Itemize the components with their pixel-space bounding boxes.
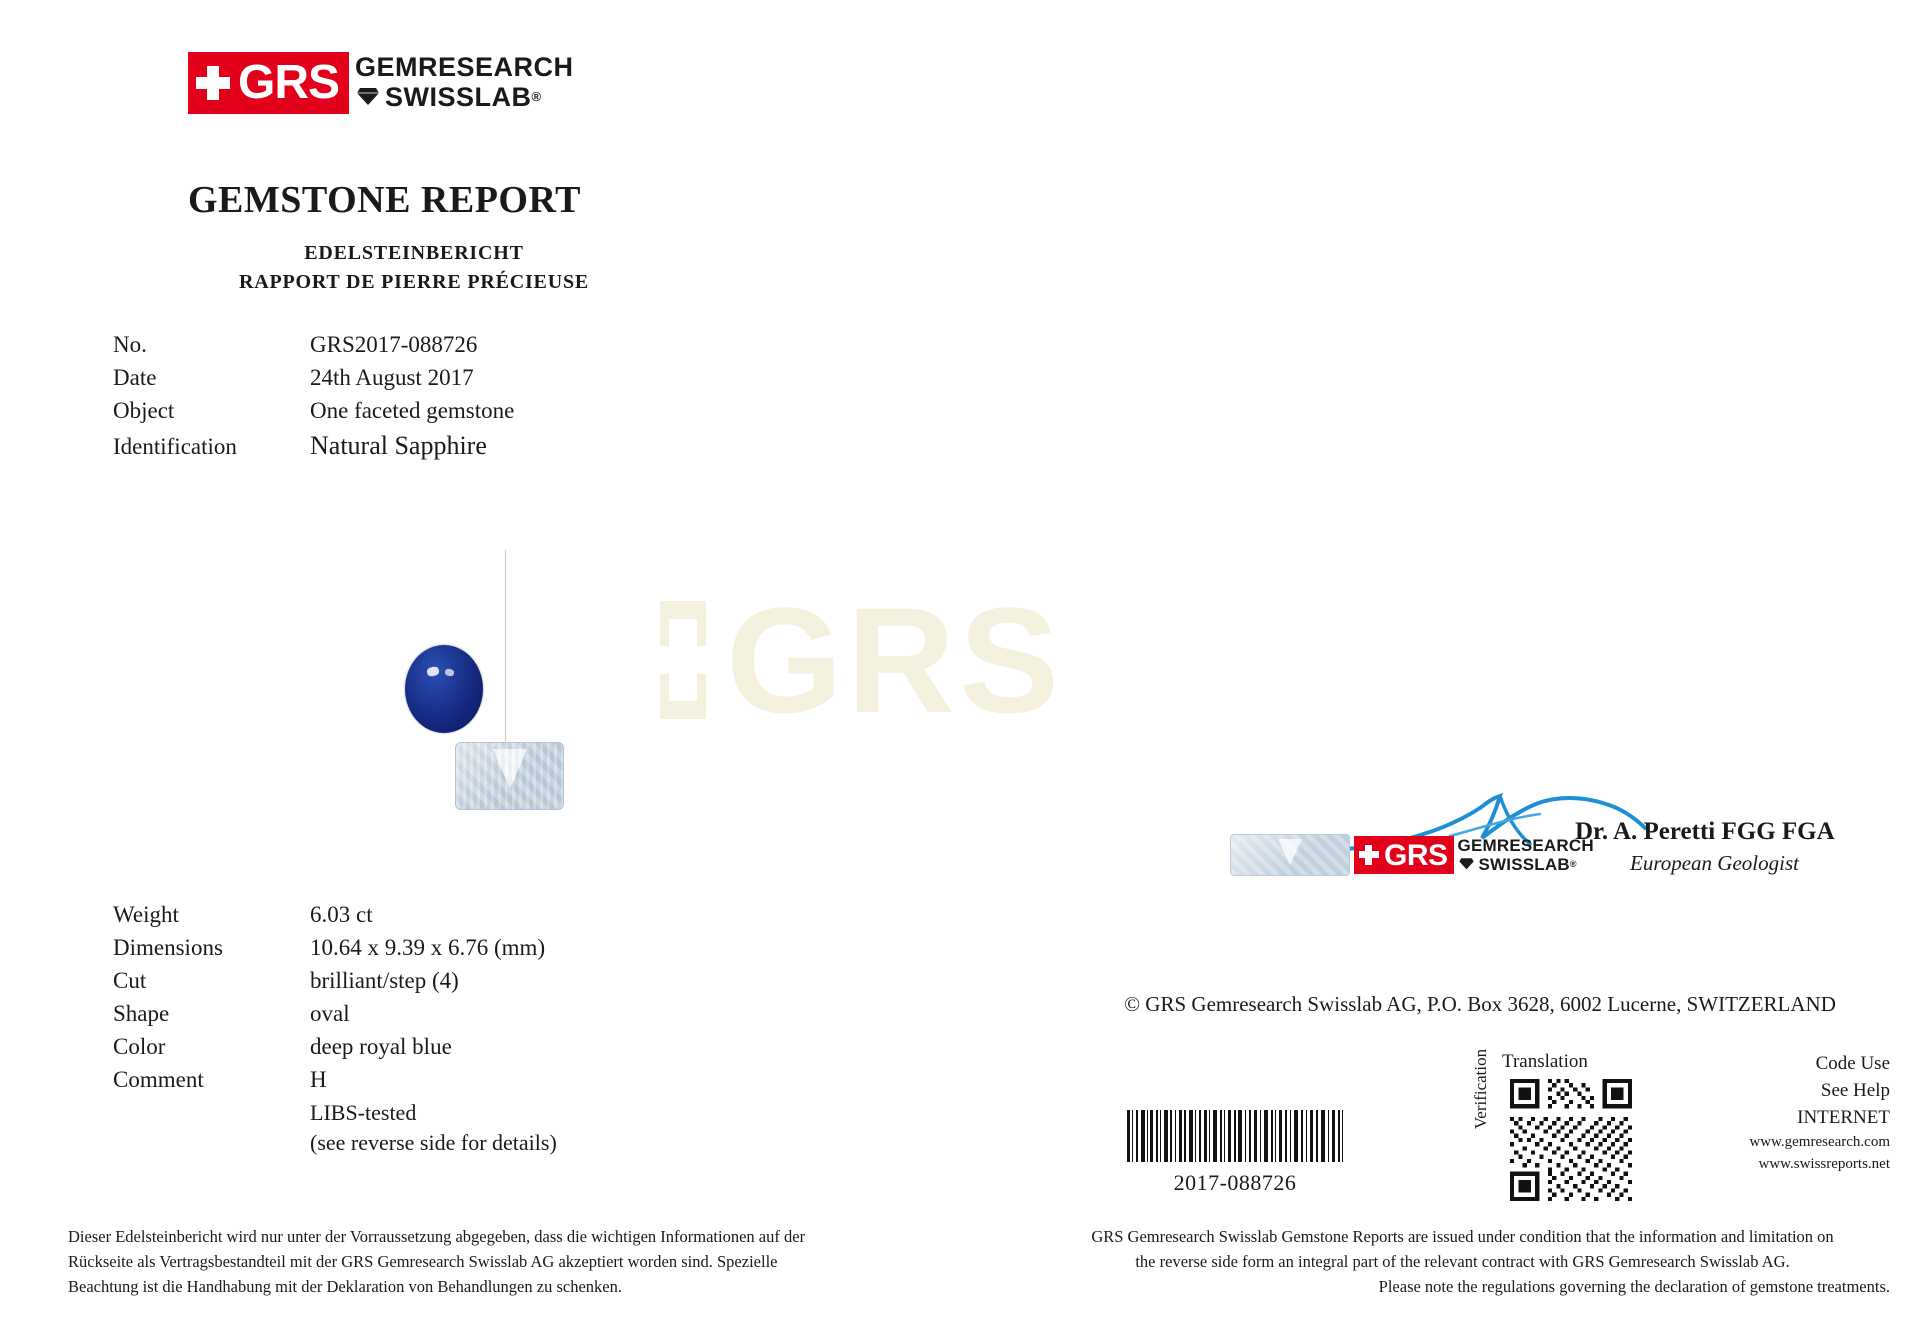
page-title-french: RAPPORT DE PIERRE PRÉCIEUSE [238,271,590,293]
field-value: brilliant/step (4) [310,968,459,993]
sapphire-image [405,645,483,733]
field-row-identification [113,431,514,461]
comment-extra-line-1: LIBS-tested [310,1100,417,1125]
grs-wordmark-line1: GEMRESEARCH [355,52,574,82]
suspension-thread [505,550,506,750]
field-label: Date [113,365,157,390]
grs-small-line2: SWISSLAB [1478,855,1570,874]
field-label: Weight [113,902,179,927]
field-label: Comment [113,1067,204,1092]
grs-logo-small-mark: GRS [1384,838,1448,872]
field-label: Identification [113,434,237,459]
grs-logo-small [1354,836,1594,874]
code-use-url-1[interactable]: www.gemresearch.com [1749,1134,1890,1150]
field-value: deep royal blue [310,1034,452,1059]
field-label: Cut [113,968,147,993]
registered-mark: ® [531,89,542,104]
report-details [113,332,514,468]
code-use-help: See Help [1820,1080,1890,1101]
qr-code[interactable] [1510,1079,1632,1201]
field-value: GRS2017-088726 [310,332,478,357]
field-label: Shape [113,1001,170,1026]
field-label: Object [113,398,175,423]
grs-logo-small-red-block [1354,836,1454,874]
code-use-title: Code Use [1815,1053,1890,1074]
swiss-cross-icon [196,63,230,103]
barcode-image [1125,1110,1345,1162]
diamond-hologram-icon [1230,834,1350,876]
field-value: H [310,1067,327,1092]
diamond-icon [355,82,381,112]
field-row-color [113,1034,557,1060]
page-title-german: EDELSTEINBERICHT [304,242,524,264]
field-value: One faceted gemstone [310,398,515,423]
footer-english-line-2: the reverse side form an integral part of the relevant contract with GRS Gemresearch Swisslab AG. [1135,1252,1790,1271]
field-value: 6.03 ct [310,902,373,927]
hologram-sticker [455,742,564,810]
footer-english [1035,1224,1890,1299]
field-value: 24th August 2017 [310,365,474,390]
watermark [660,570,1260,750]
footer-german [68,1224,898,1299]
diamond-icon-small [1458,855,1475,874]
field-row-comment [113,1067,557,1093]
field-value: oval [310,1001,350,1026]
signature-block [1230,818,1870,884]
watermark-cross-icon [660,601,706,719]
field-row-shape [113,1001,557,1027]
swiss-cross-icon-small [1359,843,1379,867]
footer-german-line-2: Rückseite als Vertragsbestandteil mit der GRS Gemresearch Swisslab AG akzeptiert worden sind. Spezielle [68,1252,778,1271]
barcode-number: 2017-088726 [1173,1170,1297,1195]
field-label: Dimensions [113,935,223,960]
grs-logo-wordmark [355,52,574,112]
watermark-text: GRS [726,575,1064,744]
field-row-dimensions [113,935,557,961]
comment-extra-line-2: (see reverse side for details) [310,1130,557,1155]
signatory-role: European Geologist [1630,851,1799,875]
field-value: 10.64 x 9.39 x 6.76 (mm) [310,935,546,960]
field-row-cut [113,968,557,994]
qr-title: Translation [1502,1051,1588,1072]
field-row-no [113,332,514,358]
grs-logo-small-wordmark [1458,836,1594,874]
page-title: GEMSTONE REPORT [188,179,581,221]
gemstone-photo [310,560,630,860]
code-use-internet: INTERNET [1797,1107,1890,1128]
footer-english-line-3: Please note the regulations governing the declaration of gemstone treatments. [1378,1277,1890,1296]
signature-logo-row [1230,818,1870,884]
field-label: Color [113,1034,166,1059]
field-row-date [113,365,514,391]
verification-label: Verification [1471,1048,1490,1130]
field-row-object [113,398,514,424]
signatory-name: Dr. A. Peretti FGG FGA [1575,818,1835,845]
footer-german-line-1: Dieser Edelsteinbericht wird nur unter der Vorraussetzung abgegeben, dass die wichtigen Informationen auf der [68,1227,806,1246]
registered-mark-small: ® [1569,859,1577,869]
field-value: Natural Sapphire [310,431,487,460]
gemstone-details [113,902,557,1160]
grs-logo-mark: GRS [238,56,340,109]
company-address: © GRS Gemresearch Swisslab AG, P.O. Box 3628, 6002 Lucerne, SWITZERLAND [1124,992,1836,1016]
grs-wordmark-line2: SWISSLAB [385,82,532,112]
footer-english-line-1: GRS Gemresearch Swisslab Gemstone Reports are issued under condition that the information and limitation on [1091,1227,1834,1246]
grs-small-line1: GEMRESEARCH [1457,836,1594,855]
code-use-url-2[interactable]: www.swissreports.net [1758,1156,1890,1172]
grs-logo-red-block [188,52,349,114]
code-use-block [1655,1050,1890,1175]
footer-german-line-3: Beachtung ist die Handhabung mit der Deklaration von Behandlungen zu schenken. [68,1277,622,1296]
grs-logo [188,52,574,114]
field-label: No. [113,332,147,357]
field-row-weight [113,902,557,928]
barcode-block [1125,1110,1345,1196]
